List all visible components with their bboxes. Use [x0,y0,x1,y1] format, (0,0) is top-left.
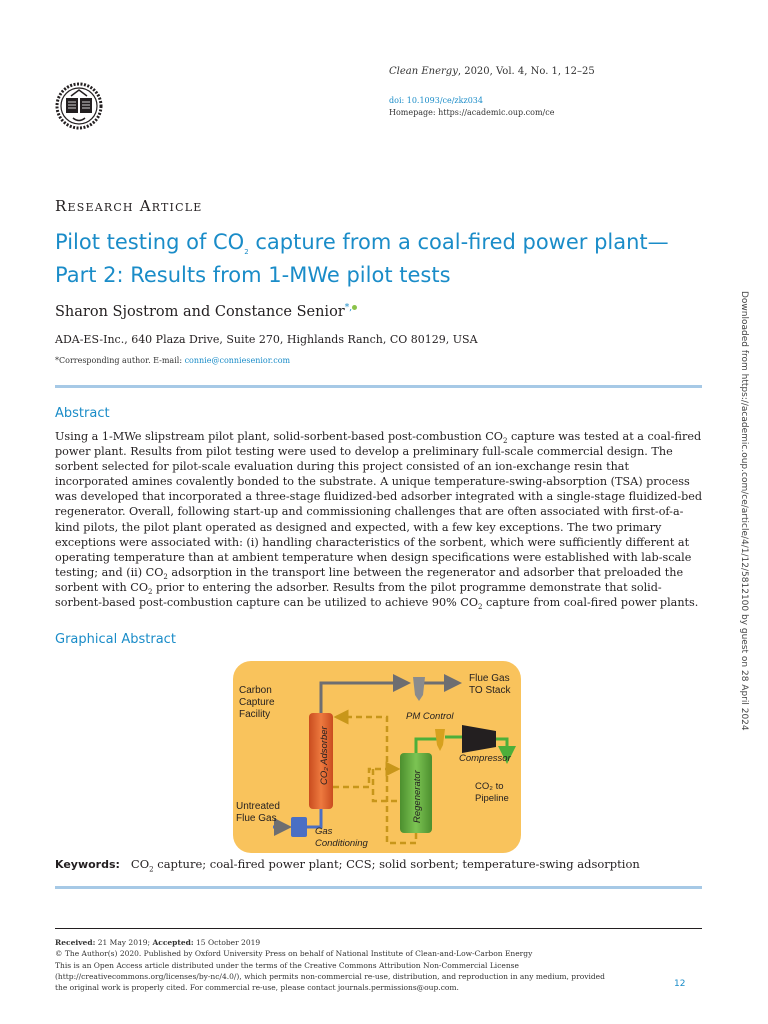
co2-pipeline-label-1: CO₂ to [475,781,504,792]
untreated-label-2: Flue Gas [236,813,277,824]
footer-divider [55,928,702,929]
regenerator-label: Regenerator [412,770,423,823]
journal-citation: Clean Energy, 2020, Vol. 4, No. 1, 12–25 [389,66,595,77]
download-watermark: Downloaded from https://academic.oup.com/ce/article/4/1/12/5812100 by guest on 28 April 2024 [739,291,749,731]
corresponding-author-mark[interactable]: *, [344,303,353,313]
flue-gas-stack-label-1: Flue Gas [469,673,510,684]
compressor-label: Compressor [459,753,511,764]
abstract-heading: Abstract [55,406,110,421]
gas-conditioning-label-1: Gas [315,826,333,837]
gas-conditioning-box [291,817,307,837]
divider [55,886,702,889]
footer-notes [55,937,615,993]
untreated-label-1: Untreated [236,801,280,812]
carbon-capture-label-3: Facility [239,709,271,720]
author-list: Sharon Sjostrom and Constance Senior*, [55,303,357,320]
article-title: Pilot testing of $CO_2$ capture from a coal-fired power plant—Part 2: Results from 1-MWe pilot tests [55,230,669,287]
abstract-text: Using a 1-MWe slipstream pilot plant, solid-sorbent-based post-combustion $CO_2$ capture was tested at a coal-fired power plant. Results from pilot testing were used to develop a preliminary full-scale commercial design. The sorbent selected for pilot-scale evaluation during this project consisted of an ion-exchange resin that incorporated amines covalently bonded to the substrate. A unique temperature-swing-absorption (TSA) process was developed that incorporated a three-stage fluidized-bed adsorber integrated with a single-stage fluidized-bed regenerator. Overall, following start-up and commissioning challenges that are often associated with first-of-a-kind pilots, the pilot plant operated as designed and expected, with a few key exceptions. The two primary exceptions were associated with: (i) handling characteristics of the sorbent, which were sufficiently different at operating temperature than at ambient temperature when design specifications were established with lab-scale testing; and (ii) $CO_2$ adsorption in the transport line between the regenerator and adsorber that preloaded the sorbent with $CO_2$ prior to entering the adsorber. Results from the pilot programme demonstrate that solid-sorbent-based post-combustion capture can be utilized to achieve 90% $CO_2$ capture from coal-fired power plants. [55,430,703,612]
copyright-notice: © The Author(s) 2020. Published by Oxford University Press on behalf of National Institute of Clean-and-Low-Carbon Energy [55,949,533,959]
corresponding-author: *Corresponding author. E-mail: connie@conniesenior.com [55,356,291,365]
graphical-abstract-heading: Graphical Abstract [55,632,176,647]
received-accepted-dates: Received: 21 May 2019; Accepted: 15 October 2019 [55,938,261,947]
pm-control-label: PM Control [406,711,454,722]
page-number: 12 [674,979,686,989]
flue-gas-stack-label-2: TO Stack [469,685,511,696]
carbon-capture-label-1: Carbon [239,685,272,696]
divider [55,385,702,388]
journal-logo [55,68,103,144]
orcid-icon[interactable] [352,305,357,310]
keywords: Keywords: $CO_2$ capture; coal-fired power plant; CCS; solid sorbent; temperature-swing adsorption [55,857,640,874]
affiliation: ADA-ES-Inc., 640 Plaza Drive, Suite 270, Highlands Ranch, CO 80129, USA [55,333,478,346]
gas-conditioning-label-2: Conditioning [315,838,368,849]
email-link[interactable]: connie@conniesenior.com [184,356,291,365]
carbon-capture-label-2: Capture [239,697,275,708]
adsorber-label: CO₂ Adsorber [319,726,330,785]
article-type: Research Article [55,197,203,215]
homepage-link[interactable]: Homepage: https://academic.oup.com/ce [389,108,555,117]
co2-pipeline-label-2: Pipeline [475,793,509,804]
doi-link[interactable]: doi: 10.1093/ce/zkz034 [389,96,483,105]
license-notice: This is an Open Access article distributed under the terms of the Creative Commons Attribution Non-Commercial License (http://creativecommons.org/licenses/by-nc/4.0/), which permits non-commercial re-use, distribution, and reproduction in any medium, provided the original work is properly cited. For commercial re-use, please contact journals.permissions@oup.com. [55,960,605,993]
graphical-abstract-diagram [233,661,521,853]
